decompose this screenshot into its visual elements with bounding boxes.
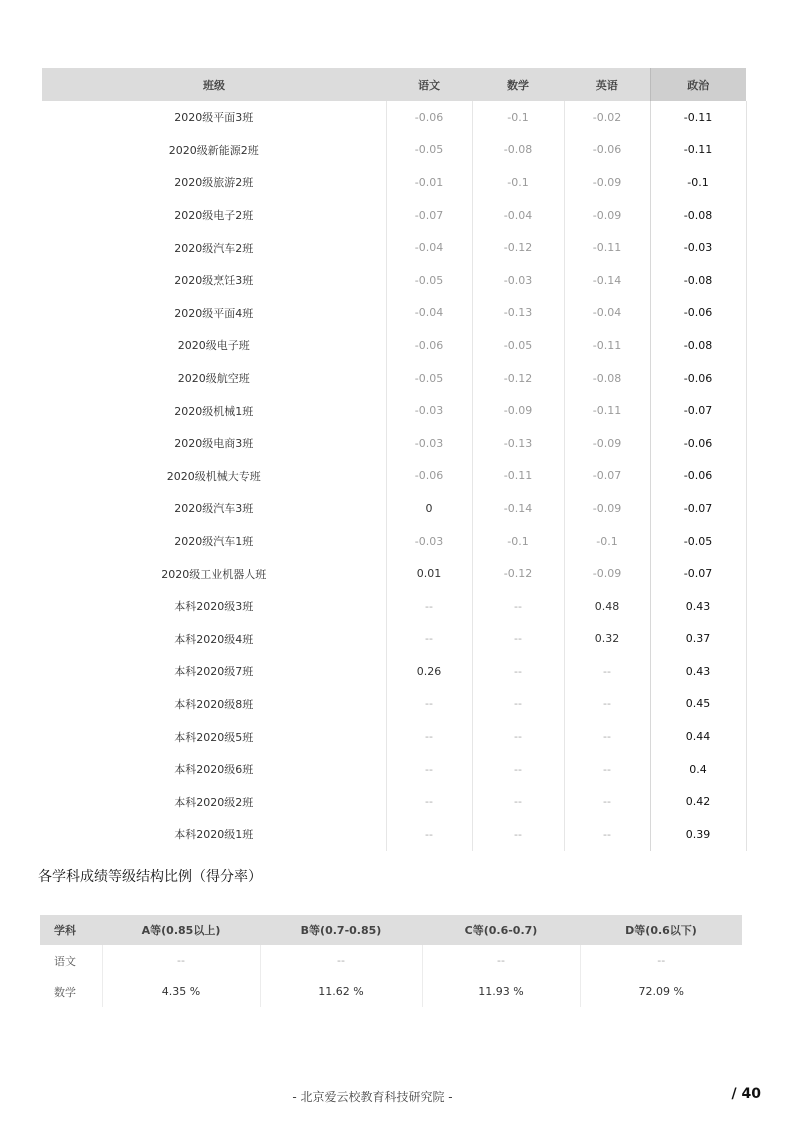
grade-ratio-cell: -- — [580, 945, 742, 976]
score-cell: -0.07 — [650, 557, 746, 590]
column-header: 语文 — [386, 68, 472, 101]
class-name-cell: 本科2020级1班 — [174, 828, 254, 842]
table-row — [42, 818, 746, 851]
grade-column-header: B等(0.7-0.85) — [260, 915, 422, 945]
class-name-cell: 2020级工业机器人班 — [161, 567, 267, 581]
class-score-table — [42, 68, 747, 851]
table-row — [42, 623, 746, 656]
score-cell: 0.42 — [650, 785, 746, 818]
score-cell: -0.05 — [386, 264, 472, 297]
column-header: 班级 — [42, 68, 386, 101]
score-cell: -0.11 — [564, 329, 650, 362]
score-cell: -0.06 — [650, 460, 746, 493]
score-cell: -0.06 — [386, 329, 472, 362]
score-cell: -0.11 — [564, 394, 650, 427]
grade-column-header: D等(0.6以下) — [580, 915, 742, 945]
class-name-cell: 2020级机械1班 — [174, 404, 254, 418]
grade-ratio-cell: -- — [102, 945, 260, 976]
score-cell: 0.45 — [650, 688, 746, 721]
column-header: 政治 — [650, 68, 746, 101]
footer-institute: - 北京爱云校教育科技研究院 - — [292, 1090, 453, 1104]
class-name-cell: 2020级汽车2班 — [174, 241, 254, 255]
score-cell: 0 — [386, 492, 472, 525]
score-cell: -0.11 — [650, 134, 746, 167]
score-cell: -0.08 — [650, 199, 746, 232]
table-row — [42, 688, 746, 721]
score-cell: -- — [564, 655, 650, 688]
table-row — [42, 525, 746, 558]
page-number: / 40 — [731, 1086, 761, 1102]
table-row — [42, 166, 746, 199]
column-header: 数学 — [472, 68, 564, 101]
class-name-cell: 本科2020级6班 — [174, 763, 254, 777]
score-cell: -0.09 — [564, 557, 650, 590]
score-cell: -0.06 — [650, 297, 746, 330]
grade-column-header: 学科 — [40, 915, 102, 945]
grade-column-header: A等(0.85以上) — [102, 915, 260, 945]
score-cell: -0.07 — [386, 199, 472, 232]
table-row — [42, 231, 746, 264]
score-cell: -0.01 — [386, 166, 472, 199]
score-cell: -- — [386, 688, 472, 721]
score-cell: -0.03 — [386, 427, 472, 460]
table-header-row — [42, 68, 746, 101]
class-name-cell: 2020级电子2班 — [174, 209, 254, 223]
score-cell: -0.06 — [650, 362, 746, 395]
table-row — [42, 753, 746, 786]
score-cell: 0.39 — [650, 818, 746, 851]
score-cell: -0.1 — [472, 101, 564, 134]
class-name-cell: 2020级烹饪3班 — [174, 274, 254, 288]
table-row — [42, 394, 746, 427]
score-cell: -0.1 — [472, 525, 564, 558]
score-cell: -0.04 — [564, 297, 650, 330]
class-name-cell: 2020级电商3班 — [174, 437, 254, 451]
score-cell: 0.4 — [650, 753, 746, 786]
score-cell: -0.07 — [564, 460, 650, 493]
class-name-cell: 2020级汽车1班 — [174, 535, 254, 549]
score-cell: -0.06 — [564, 134, 650, 167]
score-cell: -- — [564, 720, 650, 753]
score-cell: -- — [386, 623, 472, 656]
grade-ratio-cell: -- — [260, 945, 422, 976]
score-cell: 0.26 — [386, 655, 472, 688]
score-cell: -0.04 — [386, 297, 472, 330]
score-cell: -0.07 — [650, 394, 746, 427]
class-name-cell: 2020级汽车3班 — [174, 502, 254, 516]
table-row — [42, 720, 746, 753]
score-cell: -0.08 — [472, 134, 564, 167]
score-cell: -0.11 — [564, 231, 650, 264]
subject-cell: 语文 — [54, 954, 76, 968]
score-cell: -0.1 — [564, 525, 650, 558]
score-cell: -0.1 — [650, 166, 746, 199]
score-cell: 0.43 — [650, 655, 746, 688]
class-name-cell: 本科2020级3班 — [174, 600, 254, 614]
class-name-cell: 本科2020级7班 — [174, 665, 254, 679]
score-cell: -- — [386, 720, 472, 753]
score-cell: -- — [472, 720, 564, 753]
table-row — [42, 785, 746, 818]
score-cell: -- — [564, 785, 650, 818]
score-cell: -0.06 — [386, 101, 472, 134]
score-cell: -0.09 — [564, 492, 650, 525]
score-cell: -0.05 — [650, 525, 746, 558]
score-cell: 0.44 — [650, 720, 746, 753]
score-cell: -0.03 — [472, 264, 564, 297]
grade-ratio-cell: 11.62 % — [260, 976, 422, 1007]
table-row — [42, 557, 746, 590]
score-cell: -0.1 — [472, 166, 564, 199]
score-cell: -0.12 — [472, 557, 564, 590]
score-cell: 0.37 — [650, 623, 746, 656]
score-cell: -- — [564, 688, 650, 721]
score-cell: -0.04 — [472, 199, 564, 232]
table-row — [42, 362, 746, 395]
table-row — [42, 492, 746, 525]
score-cell: -- — [386, 818, 472, 851]
score-cell: 0.48 — [564, 590, 650, 623]
score-cell: -0.03 — [386, 394, 472, 427]
grade-table-header-row — [40, 915, 742, 945]
grade-ratio-cell: 4.35 % — [102, 976, 260, 1007]
score-cell: -- — [472, 688, 564, 721]
class-name-cell: 2020级电子班 — [177, 339, 250, 353]
class-name-cell: 本科2020级4班 — [174, 632, 254, 646]
table-row — [42, 460, 746, 493]
score-cell: -- — [472, 655, 564, 688]
score-cell: 0.43 — [650, 590, 746, 623]
score-cell: 0.01 — [386, 557, 472, 590]
score-cell: -0.08 — [650, 329, 746, 362]
grade-row — [40, 976, 742, 1007]
score-cell: -- — [564, 753, 650, 786]
score-cell: -0.13 — [472, 427, 564, 460]
score-cell: -0.11 — [472, 460, 564, 493]
score-cell: -0.07 — [650, 492, 746, 525]
table-row — [42, 199, 746, 232]
score-cell: -- — [472, 623, 564, 656]
grade-row — [40, 945, 742, 976]
score-cell: -0.06 — [386, 460, 472, 493]
table-row — [42, 590, 746, 623]
score-cell: -0.09 — [564, 199, 650, 232]
score-cell: -0.11 — [650, 101, 746, 134]
score-cell: -- — [564, 818, 650, 851]
grade-structure-table — [40, 915, 742, 1007]
score-cell: -0.08 — [564, 362, 650, 395]
score-cell: -0.03 — [386, 525, 472, 558]
score-cell: -0.09 — [564, 166, 650, 199]
table-row — [42, 297, 746, 330]
score-cell: -- — [472, 590, 564, 623]
score-cell: -0.12 — [472, 231, 564, 264]
score-cell: -0.03 — [650, 231, 746, 264]
class-name-cell: 本科2020级8班 — [174, 697, 254, 711]
score-cell: -0.14 — [564, 264, 650, 297]
score-cell: -- — [386, 785, 472, 818]
class-name-cell: 2020级航空班 — [177, 372, 250, 386]
table-row — [42, 329, 746, 362]
score-cell: -0.05 — [386, 134, 472, 167]
class-name-cell: 2020级新能源2班 — [168, 143, 259, 157]
score-cell: -0.05 — [386, 362, 472, 395]
table-row — [42, 134, 746, 167]
score-cell: -0.12 — [472, 362, 564, 395]
table-row — [42, 264, 746, 297]
table-row — [42, 427, 746, 460]
score-cell: -- — [472, 785, 564, 818]
score-cell: -0.05 — [472, 329, 564, 362]
score-cell: -- — [386, 753, 472, 786]
score-cell: -- — [472, 818, 564, 851]
class-name-cell: 2020级平面4班 — [174, 306, 254, 320]
section-title: 各学科成绩等级结构比例（得分率） — [38, 869, 262, 885]
score-cell: -0.14 — [472, 492, 564, 525]
score-cell: -- — [472, 753, 564, 786]
score-cell: -0.13 — [472, 297, 564, 330]
score-cell: 0.32 — [564, 623, 650, 656]
score-cell: -0.02 — [564, 101, 650, 134]
class-name-cell: 2020级旅游2班 — [174, 176, 254, 190]
score-cell: -0.04 — [386, 231, 472, 264]
score-cell: -0.08 — [650, 264, 746, 297]
grade-ratio-cell: 11.93 % — [422, 976, 580, 1007]
score-cell: -0.09 — [472, 394, 564, 427]
class-name-cell: 2020级机械大专班 — [166, 469, 261, 483]
table-row — [42, 101, 746, 134]
class-name-cell: 2020级平面3班 — [174, 111, 254, 125]
score-cell: -0.06 — [650, 427, 746, 460]
column-header: 英语 — [564, 68, 650, 101]
subject-cell: 数学 — [54, 985, 76, 999]
score-cell: -0.09 — [564, 427, 650, 460]
class-name-cell: 本科2020级5班 — [174, 730, 254, 744]
grade-column-header: C等(0.6-0.7) — [422, 915, 580, 945]
grade-ratio-cell: -- — [422, 945, 580, 976]
score-cell: -- — [386, 590, 472, 623]
class-name-cell: 本科2020级2班 — [174, 795, 254, 809]
table-row — [42, 655, 746, 688]
grade-ratio-cell: 72.09 % — [580, 976, 742, 1007]
